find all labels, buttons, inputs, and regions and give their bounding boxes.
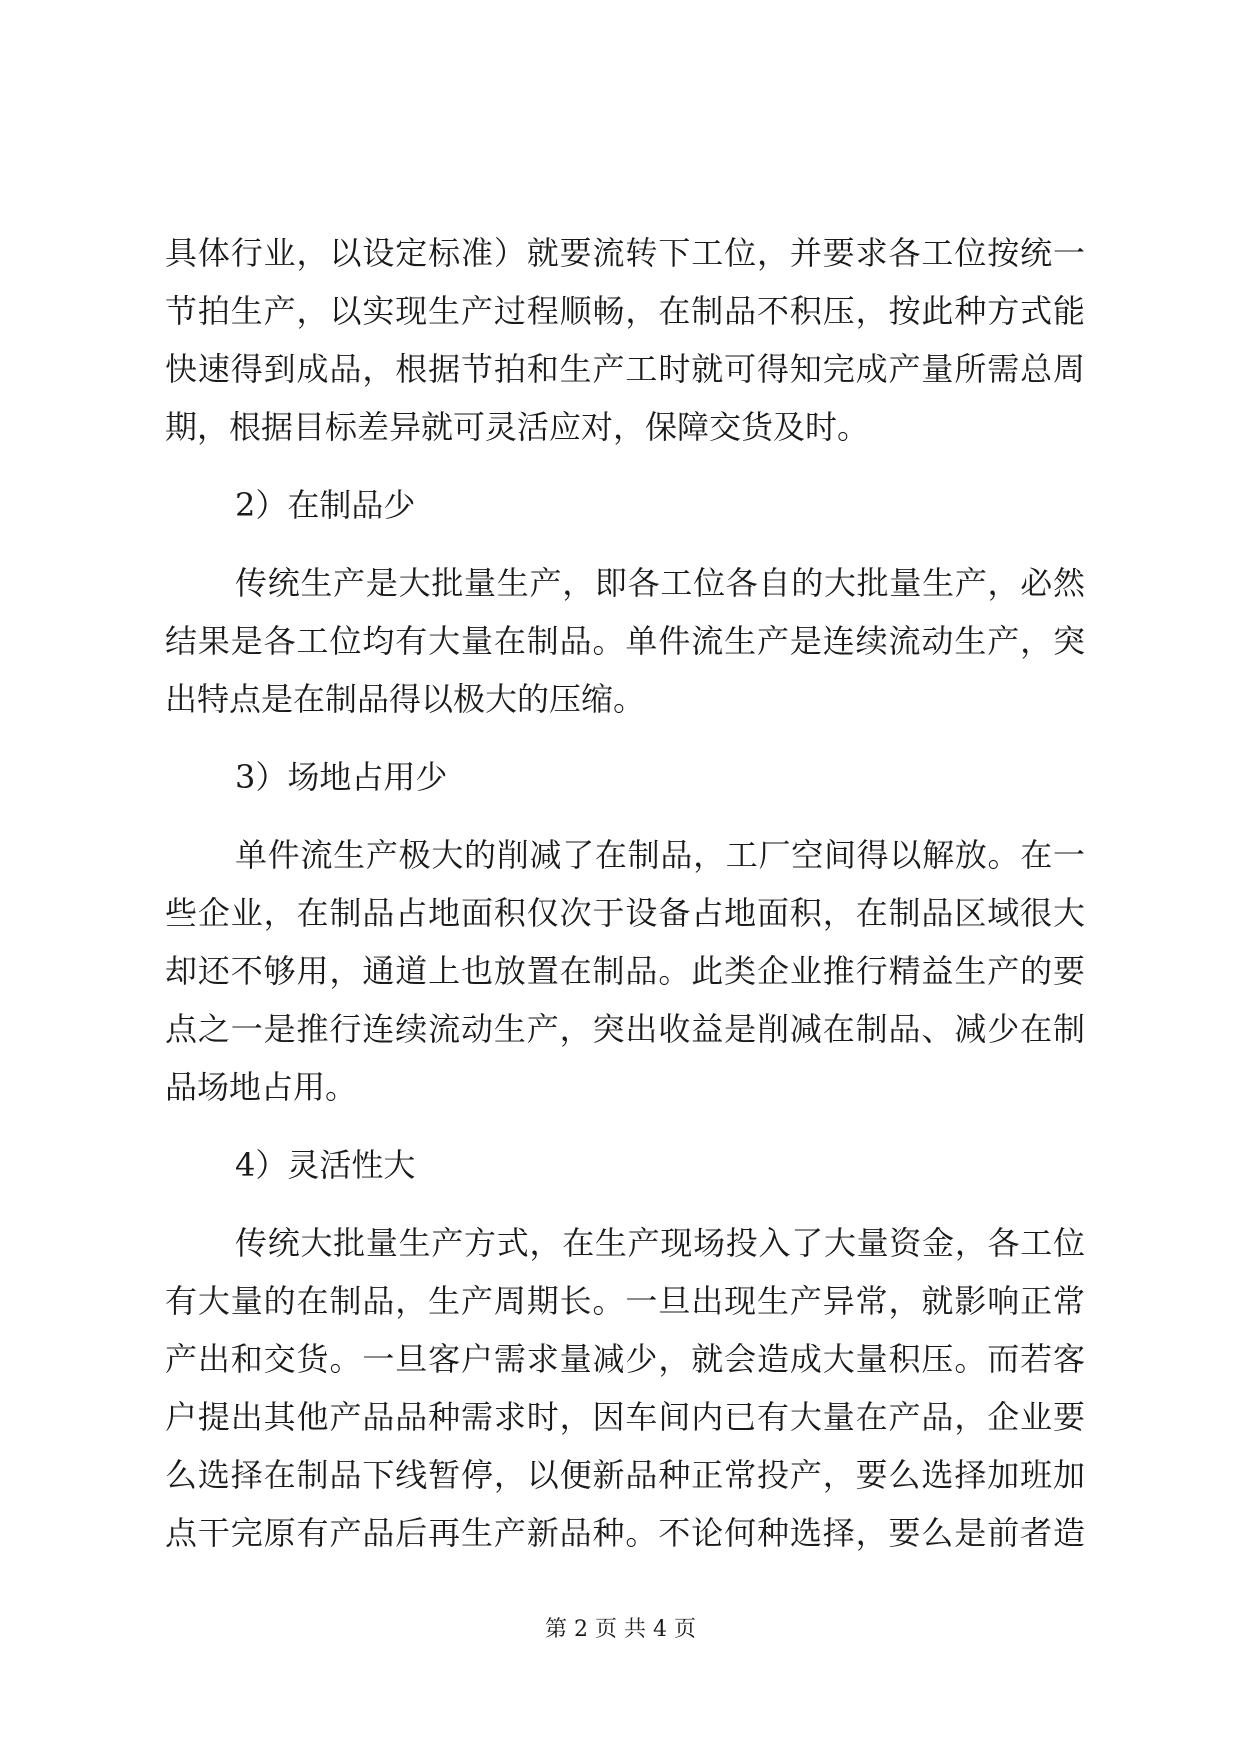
paragraph-line: 有大量的在制品，生产周期长。一旦出现生产异常，就影响正常 <box>165 1282 1085 1320</box>
paragraph-line: 些企业，在制品占地面积仅次于设备占地面积，在制品区域很大 <box>165 894 1085 932</box>
paragraph-line: 快速得到成品，根据节拍和生产工时就可得知完成产量所需总周 <box>165 350 1085 388</box>
paragraph-line: 户提出其他产品品种需求时，因车间内已有大量在产品，企业要 <box>165 1398 1085 1436</box>
paragraph-line: 点干完原有产品后再生产新品种。不论何种选择，要么是前者造 <box>165 1514 1085 1552</box>
paragraph-line: 单件流生产极大的削减了在制品，工厂空间得以解放。在一 <box>235 836 1085 874</box>
section-heading: 2）在制品少 <box>235 486 416 524</box>
section-heading: 3）场地占用少 <box>235 758 448 796</box>
paragraph-line: 点之一是推行连续流动生产，突出收益是削减在制品、减少在制 <box>165 1010 1085 1048</box>
section-heading: 4）灵活性大 <box>235 1146 416 1184</box>
paragraph-line: 么选择在制品下线暂停，以便新品种正常投产，要么选择加班加 <box>165 1456 1085 1494</box>
paragraph-line: 传统大批量生产方式，在生产现场投入了大量资金，各工位 <box>235 1224 1085 1262</box>
paragraph-line: 节拍生产，以实现生产过程顺畅，在制品不积压，按此种方式能 <box>165 292 1085 330</box>
paragraph-line: 传统生产是大批量生产，即各工位各自的大批量生产，必然 <box>235 564 1085 602</box>
paragraph-line: 产出和交货。一旦客户需求量减少，就会造成大量积压。而若客 <box>165 1340 1085 1378</box>
paragraph-line: 具体行业，以设定标准）就要流转下工位，并要求各工位按统一 <box>165 234 1085 272</box>
paragraph-line: 品场地占用。 <box>165 1068 358 1106</box>
paragraph-line: 出特点是在制品得以极大的压缩。 <box>165 680 646 718</box>
document-body <box>165 224 1085 1562</box>
paragraph-line: 结果是各工位均有大量在制品。单件流生产是连续流动生产，突 <box>165 622 1085 660</box>
page-number-footer: 第 2 页 共 4 页 <box>545 1617 696 1642</box>
paragraph-line: 期，根据目标差异就可灵活应对，保障交货及时。 <box>165 408 870 446</box>
paragraph-line: 却还不够用，通道上也放置在制品。此类企业推行精益生产的要 <box>165 952 1085 990</box>
